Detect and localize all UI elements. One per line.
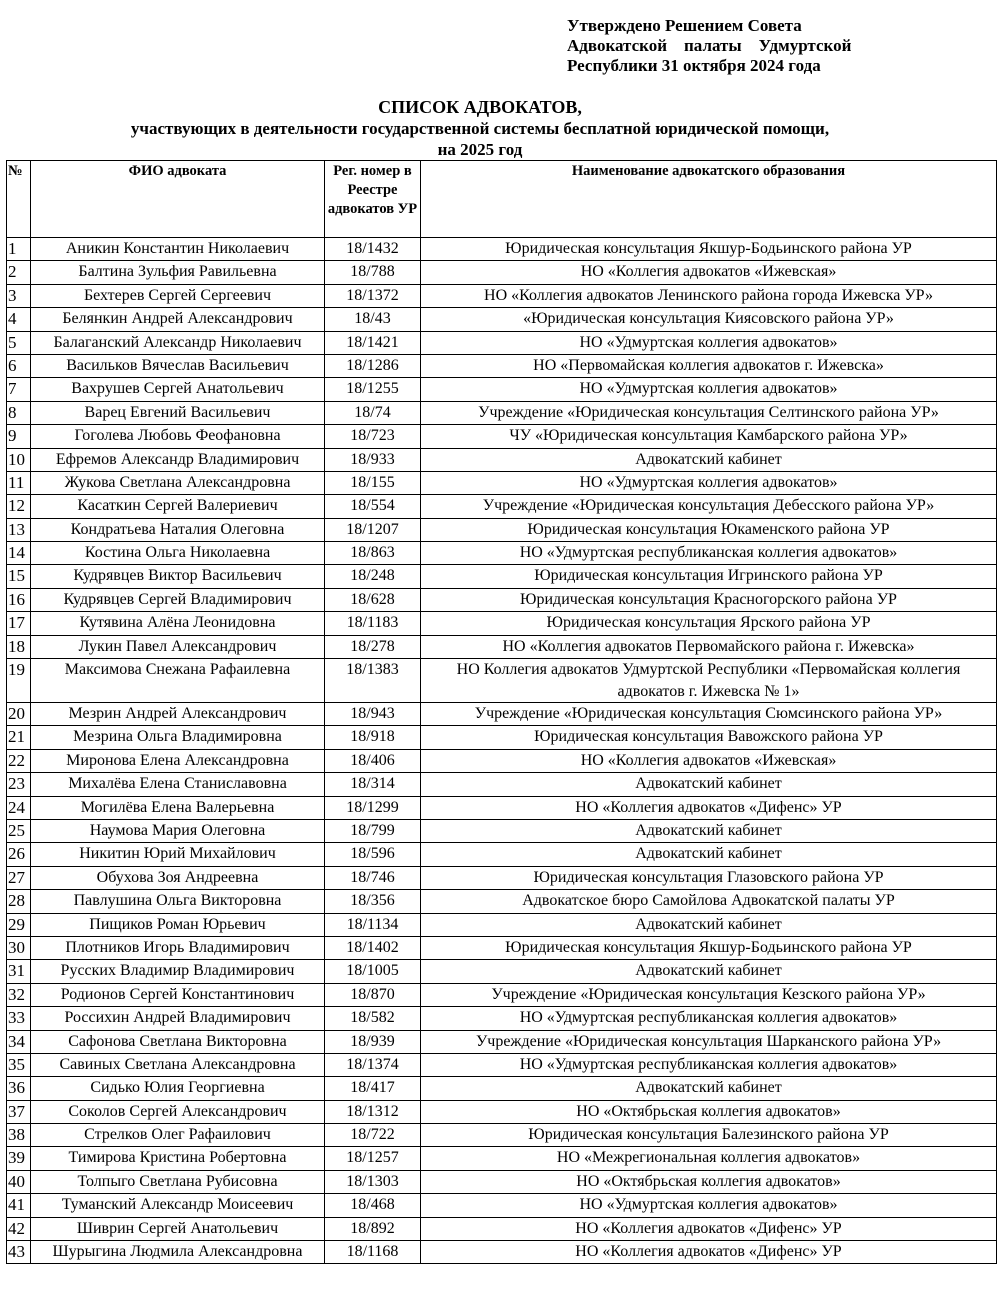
row-number: 36 (7, 1077, 31, 1100)
lawyer-name: Наумова Мария Олеговна (31, 819, 325, 842)
table-row (7, 612, 997, 635)
table-header-row (7, 161, 997, 238)
lawyer-name: Мезрина Ольга Владимировна (31, 726, 325, 749)
organization-name: НО «Удмуртская коллегия адвокатов» (421, 331, 997, 354)
row-number: 28 (7, 890, 31, 913)
table-body (7, 238, 997, 1264)
registry-number: 18/746 (325, 866, 421, 889)
lawyer-name: Лукин Павел Александрович (31, 635, 325, 658)
table-row (7, 378, 997, 401)
lawyer-name: Шурыгина Людмила Александровна (31, 1241, 325, 1264)
lawyer-name: Стрелков Олег Рафаилович (31, 1124, 325, 1147)
table-row (7, 960, 997, 983)
registry-number: 18/723 (325, 425, 421, 448)
registry-number: 18/1255 (325, 378, 421, 401)
row-number: 35 (7, 1053, 31, 1076)
organization-name: «Юридическая консультация Киясовского района УР» (421, 308, 997, 331)
lawyer-name: Белянкин Андрей Александрович (31, 308, 325, 331)
row-number: 23 (7, 773, 31, 796)
organization-name: НО «Коллегия адвокатов «Дифенс» УР (421, 1241, 997, 1264)
row-number: 42 (7, 1217, 31, 1240)
lawyer-name: Толпыго Светлана Рубисовна (31, 1170, 325, 1193)
organization-name: Адвокатское бюро Самойлова Адвокатской палаты УР (421, 890, 997, 913)
table-row (7, 401, 997, 424)
row-number: 4 (7, 308, 31, 331)
table-row (7, 588, 997, 611)
table-row (7, 1053, 997, 1076)
organization-name: НО «Коллегия адвокатов «Ижевская» (421, 261, 997, 284)
header-organization: Наименование адвокатского образования (421, 161, 997, 238)
table-row (7, 284, 997, 307)
table-row (7, 308, 997, 331)
table-row (7, 1147, 997, 1170)
organization-name: НО «Коллегия адвокатов «Дифенс» УР (421, 1217, 997, 1240)
lawyer-name: Туманский Александр Моисеевич (31, 1194, 325, 1217)
header-registry-number: Рег. номер в Реестре адвокатов УР (325, 161, 421, 238)
table-row (7, 635, 997, 658)
table-row (7, 542, 997, 565)
registry-number: 18/406 (325, 749, 421, 772)
organization-name: Учреждение «Юридическая консультация Шарканского района УР» (421, 1030, 997, 1053)
header-number: № (7, 161, 31, 238)
title-main: СПИСОК АДВОКАТОВ, (378, 97, 582, 117)
row-number: 37 (7, 1100, 31, 1123)
lawyer-name: Жукова Светлана Александровна (31, 471, 325, 494)
organization-name: Юридическая консультация Игринского района УР (421, 565, 997, 588)
row-number: 5 (7, 331, 31, 354)
registry-number: 18/788 (325, 261, 421, 284)
registry-number: 18/314 (325, 773, 421, 796)
table-row (7, 261, 997, 284)
organization-name: Учреждение «Юридическая консультация Дебесского района УР» (421, 495, 997, 518)
title-subtitle: участвующих в деятельности государственной системы бесплатной юридической помощи, (130, 119, 830, 138)
table-row (7, 796, 997, 819)
table-row (7, 749, 997, 772)
registry-number: 18/1005 (325, 960, 421, 983)
registry-number: 18/870 (325, 983, 421, 1006)
lawyer-name: Родионов Сергей Константинович (31, 983, 325, 1006)
table-row (7, 890, 997, 913)
row-number: 17 (7, 612, 31, 635)
organization-name: НО «Коллегия адвокатов «Ижевская» (421, 749, 997, 772)
table-row (7, 518, 997, 541)
registry-number: 18/155 (325, 471, 421, 494)
lawyer-name: Сафонова Светлана Викторовна (31, 1030, 325, 1053)
lawyer-name: Плотников Игорь Владимирович (31, 936, 325, 959)
organization-name: Юридическая консультация Якшур-Бодьинского района УР (421, 936, 997, 959)
table-row (7, 1030, 997, 1053)
organization-name: Юридическая консультация Якшур-Бодьинского района УР (421, 238, 997, 261)
lawyers-table (6, 160, 997, 1264)
table-row (7, 1124, 997, 1147)
registry-number: 18/1421 (325, 331, 421, 354)
table-row (7, 659, 997, 703)
row-number: 14 (7, 542, 31, 565)
lawyer-name: Никитин Юрий Михайлович (31, 843, 325, 866)
registry-number: 18/417 (325, 1077, 421, 1100)
organization-name: НО «Октябрьская коллегия адвокатов» (421, 1170, 997, 1193)
registry-number: 18/1168 (325, 1241, 421, 1264)
lawyer-name: Касаткин Сергей Валериевич (31, 495, 325, 518)
lawyer-name: Аникин Константин Николаевич (31, 238, 325, 261)
row-number: 7 (7, 378, 31, 401)
organization-name: НО «Удмуртская коллегия адвокатов» (421, 378, 997, 401)
table-row (7, 1100, 997, 1123)
row-number: 38 (7, 1124, 31, 1147)
lawyer-name: Сидько Юлия Георгиевна (31, 1077, 325, 1100)
table-row (7, 1241, 997, 1264)
lawyer-name: Мезрин Андрей Александрович (31, 703, 325, 726)
registry-number: 18/1402 (325, 936, 421, 959)
lawyer-name: Варец Евгений Васильевич (31, 401, 325, 424)
table-row (7, 448, 997, 471)
registry-number: 18/1134 (325, 913, 421, 936)
registry-number: 18/1383 (325, 659, 421, 703)
approval-line-3: Республики 31 октября 2024 года (567, 56, 821, 75)
registry-number: 18/356 (325, 890, 421, 913)
registry-number: 18/278 (325, 635, 421, 658)
table-row (7, 866, 997, 889)
organization-name: НО «Первомайская коллегия адвокатов г. Ижевска» (421, 354, 997, 377)
table-row (7, 983, 997, 1006)
row-number: 26 (7, 843, 31, 866)
organization-name: Юридическая консультация Глазовского района УР (421, 866, 997, 889)
row-number: 32 (7, 983, 31, 1006)
approval-block (567, 16, 987, 76)
row-number: 31 (7, 960, 31, 983)
organization-name: НО «Удмуртская республиканская коллегия адвокатов» (421, 1007, 997, 1030)
row-number: 10 (7, 448, 31, 471)
row-number: 12 (7, 495, 31, 518)
organization-name: НО «Коллегия адвокатов Первомайского района г. Ижевска» (421, 635, 997, 658)
registry-number: 18/939 (325, 1030, 421, 1053)
lawyer-name: Кудрявцев Сергей Владимирович (31, 588, 325, 611)
table-row (7, 495, 997, 518)
lawyer-name: Русских Владимир Владимирович (31, 960, 325, 983)
organization-name: НО «Удмуртская коллегия адвокатов» (421, 1194, 997, 1217)
row-number: 13 (7, 518, 31, 541)
registry-number: 18/918 (325, 726, 421, 749)
registry-number: 18/892 (325, 1217, 421, 1240)
table-row (7, 843, 997, 866)
row-number: 3 (7, 284, 31, 307)
table-row (7, 1217, 997, 1240)
table-row (7, 726, 997, 749)
registry-number: 18/1286 (325, 354, 421, 377)
table-row (7, 331, 997, 354)
organization-name: НО «Коллегия адвокатов «Дифенс» УР (421, 796, 997, 819)
registry-number: 18/1372 (325, 284, 421, 307)
organization-name: Адвокатский кабинет (421, 843, 997, 866)
row-number: 6 (7, 354, 31, 377)
lawyer-name: Шиврин Сергей Анатольевич (31, 1217, 325, 1240)
row-number: 1 (7, 238, 31, 261)
lawyer-name: Тимирова Кристина Робертовна (31, 1147, 325, 1170)
registry-number: 18/1257 (325, 1147, 421, 1170)
registry-number: 18/722 (325, 1124, 421, 1147)
organization-name: Учреждение «Юридическая консультация Сюмсинского района УР» (421, 703, 997, 726)
lawyer-name: Ефремов Александр Владимирович (31, 448, 325, 471)
lawyer-name: Россихин Андрей Владимирович (31, 1007, 325, 1030)
lawyer-name: Кондратьева Наталия Олеговна (31, 518, 325, 541)
title-year: на 2025 год (437, 140, 523, 159)
organization-name: Адвокатский кабинет (421, 448, 997, 471)
registry-number: 18/468 (325, 1194, 421, 1217)
row-number: 25 (7, 819, 31, 842)
lawyer-name: Кутявина Алёна Леонидовна (31, 612, 325, 635)
organization-name: НО «Межрегиональная коллегия адвокатов» (421, 1147, 997, 1170)
lawyer-name: Савиных Светлана Александровна (31, 1053, 325, 1076)
lawyer-name: Миронова Елена Александровна (31, 749, 325, 772)
row-number: 34 (7, 1030, 31, 1053)
table-row (7, 819, 997, 842)
row-number: 8 (7, 401, 31, 424)
registry-number: 18/799 (325, 819, 421, 842)
organization-name: Юридическая консультация Юкаменского района УР (421, 518, 997, 541)
organization-name: Адвокатский кабинет (421, 819, 997, 842)
row-number: 39 (7, 1147, 31, 1170)
registry-number: 18/863 (325, 542, 421, 565)
organization-name: Юридическая консультация Балезинского района УР (421, 1124, 997, 1147)
organization-name: НО «Октябрьская коллегия адвокатов» (421, 1100, 997, 1123)
registry-number: 18/1299 (325, 796, 421, 819)
table-row (7, 1194, 997, 1217)
table-row (7, 565, 997, 588)
organization-name: Учреждение «Юридическая консультация Селтинского района УР» (421, 401, 997, 424)
row-number: 9 (7, 425, 31, 448)
row-number: 2 (7, 261, 31, 284)
table-row (7, 1007, 997, 1030)
lawyer-name: Михалёва Елена Станиславовна (31, 773, 325, 796)
lawyer-name: Пищиков Роман Юрьевич (31, 913, 325, 936)
organization-name: Адвокатский кабинет (421, 960, 997, 983)
organization-name: Адвокатский кабинет (421, 913, 997, 936)
registry-number: 18/628 (325, 588, 421, 611)
organization-name: Юридическая консультация Красногорского района УР (421, 588, 997, 611)
registry-number: 18/43 (325, 308, 421, 331)
registry-number: 18/933 (325, 448, 421, 471)
row-number: 30 (7, 936, 31, 959)
row-number: 21 (7, 726, 31, 749)
row-number: 40 (7, 1170, 31, 1193)
table-row (7, 238, 997, 261)
registry-number: 18/74 (325, 401, 421, 424)
approval-line-2: Адвокатской палаты Удмуртской (567, 36, 852, 55)
row-number: 22 (7, 749, 31, 772)
lawyer-name: Павлушина Ольга Викторовна (31, 890, 325, 913)
lawyer-name: Соколов Сергей Александрович (31, 1100, 325, 1123)
organization-name: Адвокатский кабинет (421, 773, 997, 796)
lawyer-name: Кудрявцев Виктор Васильевич (31, 565, 325, 588)
row-number: 29 (7, 913, 31, 936)
registry-number: 18/1374 (325, 1053, 421, 1076)
organization-name: Адвокатский кабинет (421, 1077, 997, 1100)
row-number: 24 (7, 796, 31, 819)
lawyer-name: Обухова Зоя Андреевна (31, 866, 325, 889)
lawyer-name: Максимова Снежана Рафаилевна (31, 659, 325, 703)
row-number: 20 (7, 703, 31, 726)
table-row (7, 1170, 997, 1193)
table-row (7, 936, 997, 959)
row-number: 11 (7, 471, 31, 494)
lawyer-name: Вахрушев Сергей Анатольевич (31, 378, 325, 401)
row-number: 18 (7, 635, 31, 658)
lawyer-name: Балтина Зульфия Равильевна (31, 261, 325, 284)
lawyer-name: Гоголева Любовь Феофановна (31, 425, 325, 448)
row-number: 27 (7, 866, 31, 889)
organization-name: НО Коллегия адвокатов Удмуртской Республики «Первомайская коллегия адвокатов г. Ижевска № 1» (421, 659, 997, 703)
registry-number: 18/248 (325, 565, 421, 588)
table-row (7, 913, 997, 936)
table-row (7, 773, 997, 796)
row-number: 41 (7, 1194, 31, 1217)
document-title (0, 97, 960, 160)
table-row (7, 703, 997, 726)
table-row (7, 471, 997, 494)
organization-name: НО «Удмуртская коллегия адвокатов» (421, 471, 997, 494)
registry-number: 18/943 (325, 703, 421, 726)
registry-number: 18/1207 (325, 518, 421, 541)
table-row (7, 425, 997, 448)
row-number: 19 (7, 659, 31, 703)
lawyer-name: Васильков Вячеслав Васильевич (31, 354, 325, 377)
organization-name: Юридическая консультация Вавожского района УР (421, 726, 997, 749)
registry-number: 18/1183 (325, 612, 421, 635)
header-name: ФИО адвоката (31, 161, 325, 238)
table-row (7, 1077, 997, 1100)
organization-name: НО «Удмуртская республиканская коллегия адвокатов» (421, 542, 997, 565)
registry-number: 18/596 (325, 843, 421, 866)
registry-number: 18/582 (325, 1007, 421, 1030)
registry-number: 18/554 (325, 495, 421, 518)
lawyer-name: Костина Ольга Николаевна (31, 542, 325, 565)
lawyer-name: Могилёва Елена Валерьевна (31, 796, 325, 819)
registry-number: 18/1303 (325, 1170, 421, 1193)
lawyer-name: Бехтерев Сергей Сергеевич (31, 284, 325, 307)
row-number: 43 (7, 1241, 31, 1264)
organization-name: НО «Удмуртская республиканская коллегия адвокатов» (421, 1053, 997, 1076)
table-row (7, 354, 997, 377)
row-number: 33 (7, 1007, 31, 1030)
row-number: 15 (7, 565, 31, 588)
approval-line-1: Утверждено Решением Совета (567, 16, 802, 35)
organization-name: Юридическая консультация Ярского района УР (421, 612, 997, 635)
registry-number: 18/1432 (325, 238, 421, 261)
organization-name: НО «Коллегия адвокатов Ленинского района города Ижевска УР» (421, 284, 997, 307)
lawyer-name: Балаганский Александр Николаевич (31, 331, 325, 354)
organization-name: Учреждение «Юридическая консультация Кезского района УР» (421, 983, 997, 1006)
registry-number: 18/1312 (325, 1100, 421, 1123)
row-number: 16 (7, 588, 31, 611)
organization-name: ЧУ «Юридическая консультация Камбарского района УР» (421, 425, 997, 448)
